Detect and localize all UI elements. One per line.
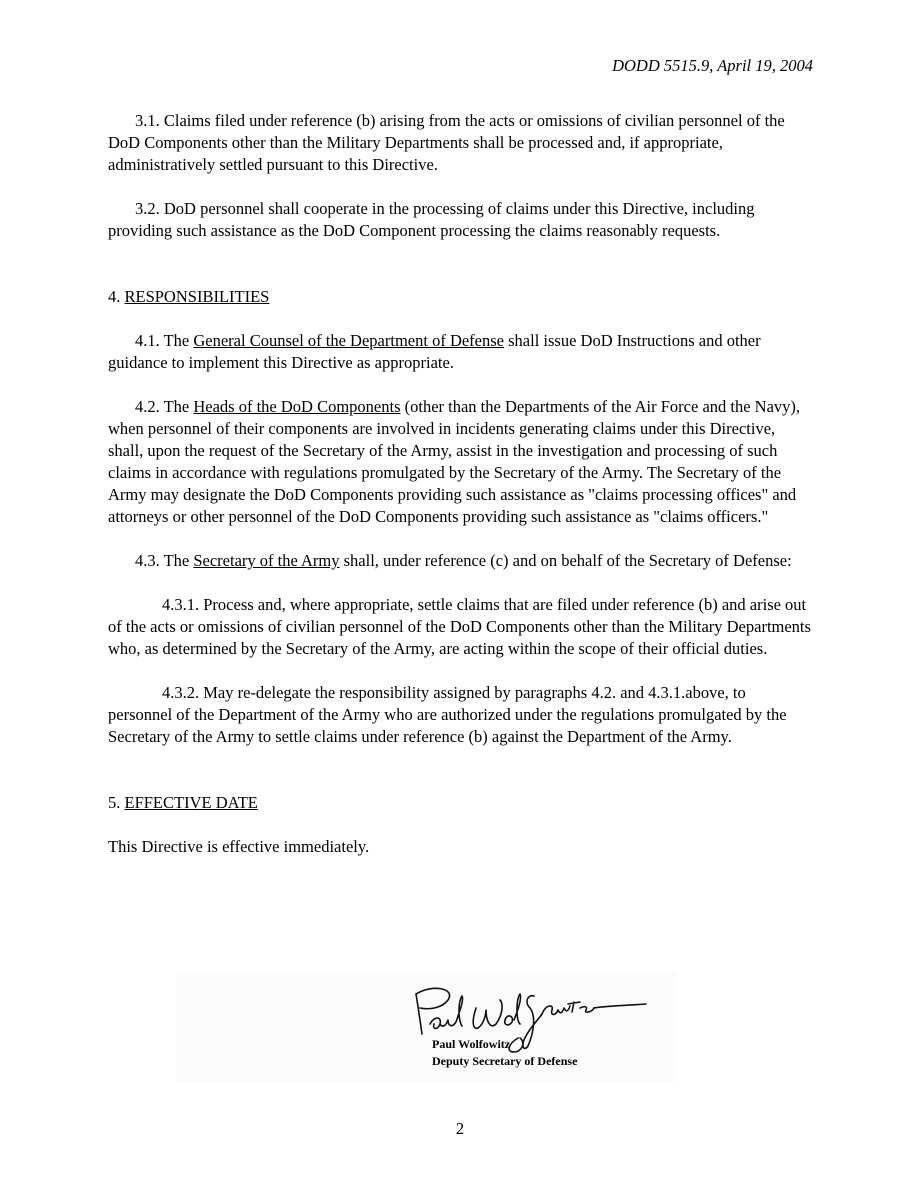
paragraph-4-2-text: (other than the Departments of the Air Force and the Navy), when personnel of their components are involved in incidents generating claims under this Directive, shall, upon the request of the Secretary of the Army, assist in the investigation and processing of such claims in accordance with regulations promulgated by the Secretary of the Army. The Secretary of the Army may designate the DoD Components providing such assistance as "claims processing offices" and attorneys or other personnel of the DoD Components providing such assistance as "claims officers." — [108, 397, 801, 526]
document-header: DODD 5515.9, April 19, 2004 — [612, 56, 813, 75]
paragraph-4-1-text: shall issue DoD Instructions and other guidance to implement this Directive as appropriate. — [108, 331, 761, 372]
page-number: 2 — [455, 1119, 465, 1138]
section-5-title: EFFECTIVE DATE — [124, 793, 258, 812]
paragraph-4-3-title: Secretary of the Army — [193, 551, 340, 570]
signatory-name: Paul Wolfowitz — [432, 1037, 511, 1051]
section-4-number: 4. — [108, 287, 125, 306]
document-body — [108, 110, 814, 858]
paragraph-4-2-prefix: 4.2. The — [135, 397, 194, 416]
paragraph-3-1: 3.1. Claims filed under reference (b) arising from the acts or omissions of civilian personnel of the DoD Components other than the Military Departments shall be processed and, if appropriate, administratively settled pursuant to this Directive. — [108, 111, 785, 174]
section-5-heading — [108, 792, 814, 814]
paragraph-4-1-title: General Counsel of the Department of Defense — [193, 331, 504, 350]
effective-date-text: This Directive is effective immediately. — [108, 837, 370, 856]
paragraph-4-3-2: 4.3.2. May re-delegate the responsibility assigned by paragraphs 4.2. and 4.3.1.above, to personnel of the Department of the Army who are authorized under the regulations promulgated by the Secretary of the Army to settle claims under reference (b) against the Department of the Army. — [108, 683, 787, 746]
paragraph-4-3-1: 4.3.1. Process and, where appropriate, settle claims that are filed under reference (b) and arise out of the acts or omissions of civilian personnel of the DoD Components other than the Military Departments who, as determined by the Secretary of the Army, are acting within the scope of their official duties. — [108, 595, 811, 658]
paragraph-4-3-prefix: 4.3. The — [135, 551, 194, 570]
paragraph-4-3 — [108, 550, 814, 572]
paragraph-4-1 — [108, 330, 814, 374]
paragraph-3-2: 3.2. DoD personnel shall cooperate in the processing of claims under this Directive, including providing such assistance as the DoD Component processing the claims reasonably requests. — [108, 199, 755, 240]
paragraph-4-2 — [108, 396, 814, 528]
paragraph-4-3-text: shall, under reference (c) and on behalf of the Secretary of Defense: — [339, 551, 792, 570]
section-4-heading — [108, 286, 814, 308]
signatory-title: Deputy Secretary of Defense — [432, 1054, 578, 1068]
paragraph-4-2-title: Heads of the DoD Components — [193, 397, 401, 416]
signature-block — [176, 972, 676, 1082]
section-5-number: 5. — [108, 793, 125, 812]
section-4-title: RESPONSIBILITIES — [124, 287, 270, 306]
paragraph-4-1-prefix: 4.1. The — [135, 331, 194, 350]
